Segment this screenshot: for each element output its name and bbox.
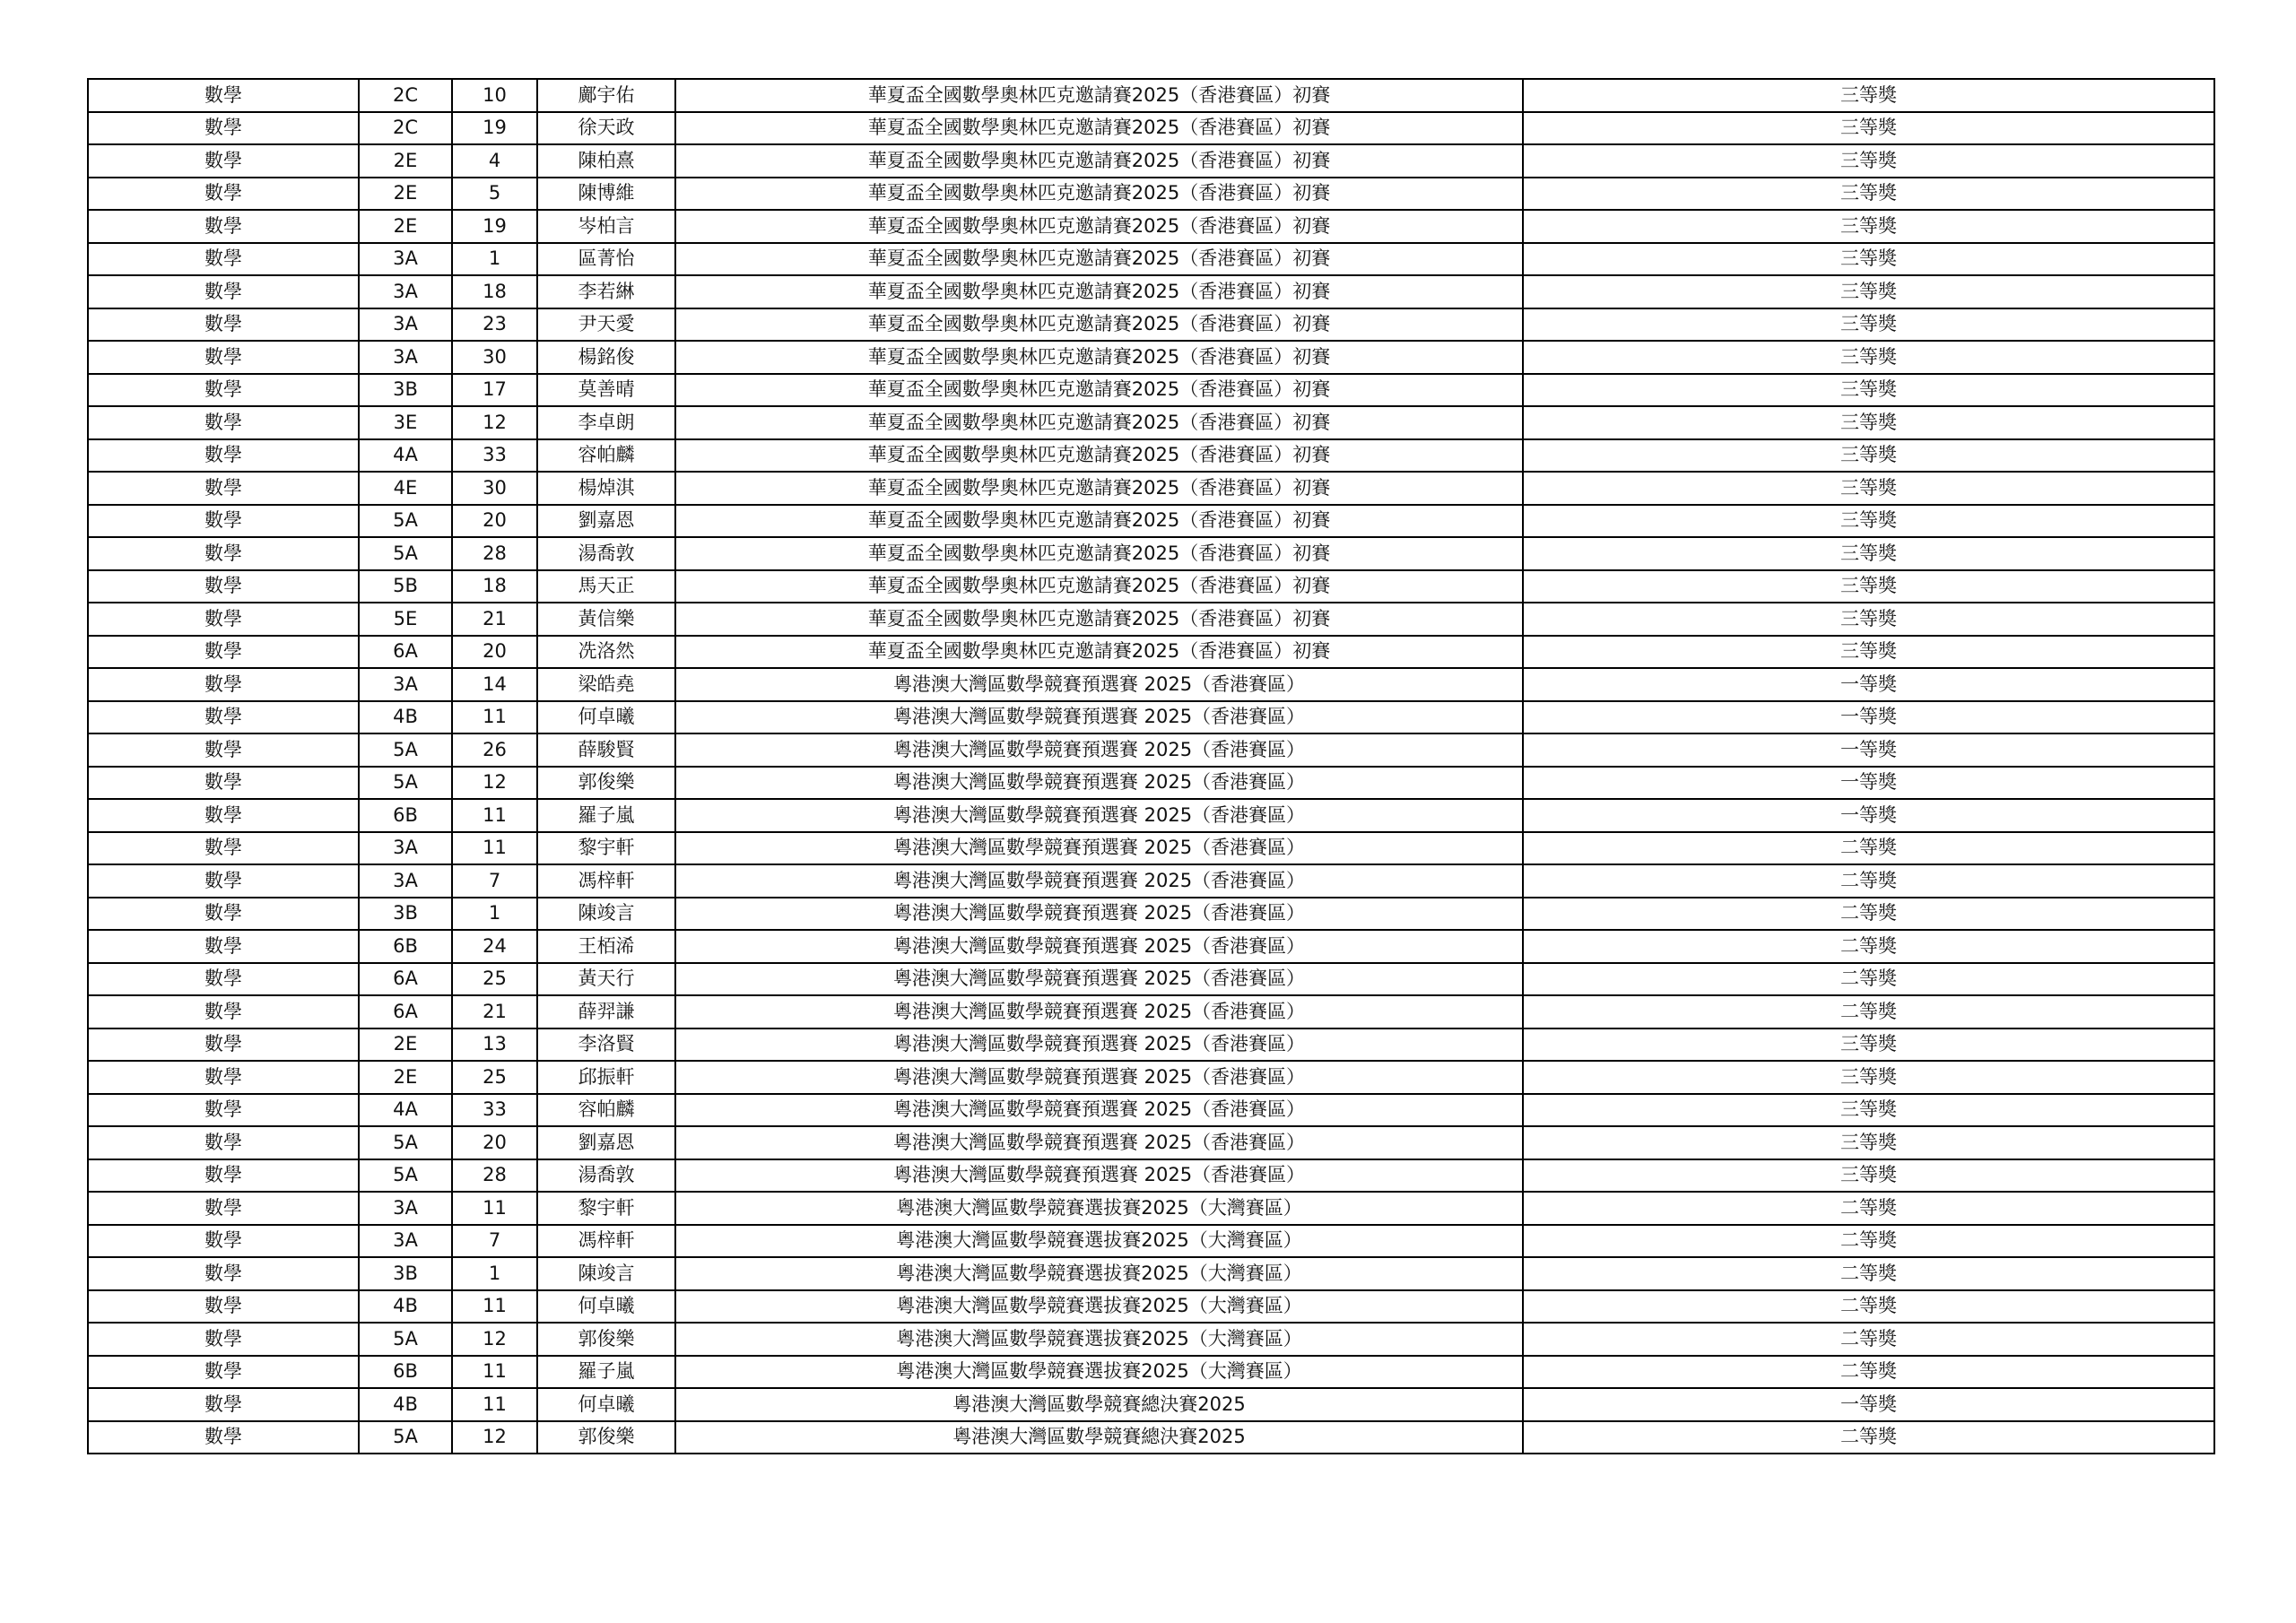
student-name-cell: 區菁怡 xyxy=(537,243,675,276)
student-name-cell: 楊焯淇 xyxy=(537,472,675,505)
class-cell: 5A xyxy=(359,733,452,767)
award-cell: 二等獎 xyxy=(1523,832,2214,865)
student-name-cell: 尹天愛 xyxy=(537,308,675,342)
student-number-cell: 10 xyxy=(452,79,537,112)
student-number-cell: 14 xyxy=(452,668,537,701)
award-cell: 三等獎 xyxy=(1523,1159,2214,1193)
student-number-cell: 4 xyxy=(452,144,537,178)
competition-cell: 粵港澳大灣區數學競賽總決賽2025 xyxy=(675,1388,1523,1421)
table-row xyxy=(88,308,2214,342)
award-cell: 三等獎 xyxy=(1523,1126,2214,1159)
table-row xyxy=(88,505,2214,538)
award-cell: 三等獎 xyxy=(1523,570,2214,603)
table-row xyxy=(88,1257,2214,1290)
table-row xyxy=(88,178,2214,211)
table-row xyxy=(88,1126,2214,1159)
student-name-cell: 羅子嵐 xyxy=(537,799,675,832)
student-number-cell: 30 xyxy=(452,341,537,374)
student-name-cell: 劉嘉恩 xyxy=(537,1126,675,1159)
competition-cell: 粵港澳大灣區數學競賽預選賽 2025（香港賽區） xyxy=(675,668,1523,701)
table-row xyxy=(88,406,2214,439)
student-name-cell: 黃信樂 xyxy=(537,603,675,636)
subject-cell: 數學 xyxy=(88,1323,359,1356)
class-cell: 3A xyxy=(359,341,452,374)
subject-cell: 數學 xyxy=(88,1061,359,1094)
student-name-cell: 黎宇軒 xyxy=(537,1192,675,1225)
subject-cell: 數學 xyxy=(88,1192,359,1225)
student-number-cell: 33 xyxy=(452,1094,537,1127)
class-cell: 2E xyxy=(359,144,452,178)
class-cell: 6A xyxy=(359,995,452,1028)
student-name-cell: 鄺宇佑 xyxy=(537,79,675,112)
competition-cell: 粵港澳大灣區數學競賽預選賽 2025（香港賽區） xyxy=(675,832,1523,865)
subject-cell: 數學 xyxy=(88,472,359,505)
award-cell: 三等獎 xyxy=(1523,112,2214,145)
class-cell: 6A xyxy=(359,636,452,669)
student-name-cell: 邱振軒 xyxy=(537,1061,675,1094)
competition-cell: 華夏盃全國數學奧林匹克邀請賽2025（香港賽區）初賽 xyxy=(675,308,1523,342)
student-number-cell: 30 xyxy=(452,472,537,505)
table-row xyxy=(88,374,2214,407)
student-name-cell: 黎宇軒 xyxy=(537,832,675,865)
student-number-cell: 20 xyxy=(452,505,537,538)
student-number-cell: 19 xyxy=(452,210,537,243)
student-name-cell: 陳竣言 xyxy=(537,898,675,931)
competition-cell: 華夏盃全國數學奧林匹克邀請賽2025（香港賽區）初賽 xyxy=(675,374,1523,407)
student-name-cell: 薛駿賢 xyxy=(537,733,675,767)
award-cell: 三等獎 xyxy=(1523,1094,2214,1127)
table-row xyxy=(88,275,2214,308)
student-name-cell: 馮梓軒 xyxy=(537,864,675,898)
student-name-cell: 湯喬敦 xyxy=(537,1159,675,1193)
student-name-cell: 李若綝 xyxy=(537,275,675,308)
student-number-cell: 28 xyxy=(452,1159,537,1193)
table-row xyxy=(88,341,2214,374)
table-row xyxy=(88,733,2214,767)
award-cell: 一等獎 xyxy=(1523,799,2214,832)
table-row xyxy=(88,472,2214,505)
student-name-cell: 王栢浠 xyxy=(537,930,675,963)
subject-cell: 數學 xyxy=(88,210,359,243)
table-row xyxy=(88,1421,2214,1454)
awards-table xyxy=(87,78,2215,1454)
class-cell: 6B xyxy=(359,1356,452,1389)
subject-cell: 數學 xyxy=(88,1126,359,1159)
subject-cell: 數學 xyxy=(88,341,359,374)
student-name-cell: 馮梓軒 xyxy=(537,1225,675,1258)
student-name-cell: 馬天正 xyxy=(537,570,675,603)
subject-cell: 數學 xyxy=(88,1388,359,1421)
student-name-cell: 莫善晴 xyxy=(537,374,675,407)
competition-cell: 粵港澳大灣區數學競賽選拔賽2025（大灣賽區） xyxy=(675,1323,1523,1356)
competition-cell: 華夏盃全國數學奧林匹克邀請賽2025（香港賽區）初賽 xyxy=(675,570,1523,603)
student-number-cell: 21 xyxy=(452,995,537,1028)
competition-cell: 華夏盃全國數學奧林匹克邀請賽2025（香港賽區）初賽 xyxy=(675,603,1523,636)
student-name-cell: 李洛賢 xyxy=(537,1028,675,1062)
award-cell: 二等獎 xyxy=(1523,1421,2214,1454)
subject-cell: 數學 xyxy=(88,963,359,996)
competition-cell: 粵港澳大灣區數學競賽選拔賽2025（大灣賽區） xyxy=(675,1257,1523,1290)
student-name-cell: 陳竣言 xyxy=(537,1257,675,1290)
table-row xyxy=(88,79,2214,112)
subject-cell: 數學 xyxy=(88,1257,359,1290)
subject-cell: 數學 xyxy=(88,79,359,112)
subject-cell: 數學 xyxy=(88,898,359,931)
award-cell: 二等獎 xyxy=(1523,963,2214,996)
table-row xyxy=(88,112,2214,145)
subject-cell: 數學 xyxy=(88,374,359,407)
subject-cell: 數學 xyxy=(88,799,359,832)
student-name-cell: 何卓曦 xyxy=(537,1388,675,1421)
student-number-cell: 11 xyxy=(452,1192,537,1225)
table-row xyxy=(88,1356,2214,1389)
class-cell: 3A xyxy=(359,275,452,308)
subject-cell: 數學 xyxy=(88,603,359,636)
competition-cell: 粵港澳大灣區數學競賽預選賽 2025（香港賽區） xyxy=(675,1159,1523,1193)
subject-cell: 數學 xyxy=(88,1421,359,1454)
award-cell: 一等獎 xyxy=(1523,668,2214,701)
class-cell: 3A xyxy=(359,1192,452,1225)
class-cell: 2E xyxy=(359,1028,452,1062)
competition-cell: 粵港澳大灣區數學競賽預選賽 2025（香港賽區） xyxy=(675,963,1523,996)
class-cell: 2E xyxy=(359,1061,452,1094)
table-row xyxy=(88,1094,2214,1127)
student-name-cell: 羅子嵐 xyxy=(537,1356,675,1389)
competition-cell: 粵港澳大灣區數學競賽預選賽 2025（香港賽區） xyxy=(675,1028,1523,1062)
class-cell: 3A xyxy=(359,1225,452,1258)
award-cell: 三等獎 xyxy=(1523,178,2214,211)
award-cell: 二等獎 xyxy=(1523,995,2214,1028)
class-cell: 3A xyxy=(359,308,452,342)
table-row xyxy=(88,636,2214,669)
award-cell: 三等獎 xyxy=(1523,406,2214,439)
competition-cell: 粵港澳大灣區數學競賽預選賽 2025（香港賽區） xyxy=(675,995,1523,1028)
student-name-cell: 湯喬敦 xyxy=(537,537,675,570)
subject-cell: 數學 xyxy=(88,144,359,178)
award-cell: 三等獎 xyxy=(1523,374,2214,407)
subject-cell: 數學 xyxy=(88,668,359,701)
class-cell: 5A xyxy=(359,1126,452,1159)
subject-cell: 數學 xyxy=(88,1094,359,1127)
class-cell: 2C xyxy=(359,79,452,112)
student-number-cell: 1 xyxy=(452,1257,537,1290)
student-name-cell: 劉嘉恩 xyxy=(537,505,675,538)
student-name-cell: 冼洛然 xyxy=(537,636,675,669)
competition-cell: 華夏盃全國數學奧林匹克邀請賽2025（香港賽區）初賽 xyxy=(675,636,1523,669)
student-number-cell: 33 xyxy=(452,439,537,473)
table-row xyxy=(88,995,2214,1028)
student-name-cell: 何卓曦 xyxy=(537,1290,675,1324)
class-cell: 4E xyxy=(359,472,452,505)
student-number-cell: 19 xyxy=(452,112,537,145)
student-name-cell: 陳柏熹 xyxy=(537,144,675,178)
class-cell: 6A xyxy=(359,963,452,996)
class-cell: 2C xyxy=(359,112,452,145)
class-cell: 6B xyxy=(359,930,452,963)
subject-cell: 數學 xyxy=(88,406,359,439)
student-name-cell: 容帕麟 xyxy=(537,1094,675,1127)
student-number-cell: 12 xyxy=(452,406,537,439)
table-row xyxy=(88,210,2214,243)
student-name-cell: 容帕麟 xyxy=(537,439,675,473)
award-cell: 二等獎 xyxy=(1523,864,2214,898)
student-number-cell: 11 xyxy=(452,1388,537,1421)
award-cell: 三等獎 xyxy=(1523,1028,2214,1062)
student-number-cell: 7 xyxy=(452,1225,537,1258)
subject-cell: 數學 xyxy=(88,1028,359,1062)
competition-cell: 華夏盃全國數學奧林匹克邀請賽2025（香港賽區）初賽 xyxy=(675,439,1523,473)
award-cell: 二等獎 xyxy=(1523,1356,2214,1389)
class-cell: 5A xyxy=(359,1421,452,1454)
student-name-cell: 李卓朗 xyxy=(537,406,675,439)
subject-cell: 數學 xyxy=(88,767,359,800)
student-number-cell: 12 xyxy=(452,1323,537,1356)
competition-cell: 粵港澳大灣區數學競賽預選賽 2025（香港賽區） xyxy=(675,1126,1523,1159)
table-row xyxy=(88,570,2214,603)
subject-cell: 數學 xyxy=(88,570,359,603)
student-number-cell: 13 xyxy=(452,1028,537,1062)
class-cell: 5A xyxy=(359,1323,452,1356)
competition-cell: 華夏盃全國數學奧林匹克邀請賽2025（香港賽區）初賽 xyxy=(675,144,1523,178)
table-row xyxy=(88,767,2214,800)
student-name-cell: 何卓曦 xyxy=(537,701,675,734)
class-cell: 4A xyxy=(359,1094,452,1127)
table-row xyxy=(88,1192,2214,1225)
table-row xyxy=(88,537,2214,570)
competition-cell: 華夏盃全國數學奧林匹克邀請賽2025（香港賽區）初賽 xyxy=(675,275,1523,308)
student-number-cell: 7 xyxy=(452,864,537,898)
student-number-cell: 17 xyxy=(452,374,537,407)
subject-cell: 數學 xyxy=(88,112,359,145)
award-cell: 三等獎 xyxy=(1523,79,2214,112)
table-row xyxy=(88,930,2214,963)
class-cell: 2E xyxy=(359,178,452,211)
class-cell: 3A xyxy=(359,243,452,276)
class-cell: 2E xyxy=(359,210,452,243)
award-cell: 二等獎 xyxy=(1523,1225,2214,1258)
class-cell: 3A xyxy=(359,864,452,898)
award-cell: 三等獎 xyxy=(1523,603,2214,636)
award-cell: 三等獎 xyxy=(1523,472,2214,505)
table-row xyxy=(88,1061,2214,1094)
class-cell: 5A xyxy=(359,505,452,538)
competition-cell: 華夏盃全國數學奧林匹克邀請賽2025（香港賽區）初賽 xyxy=(675,341,1523,374)
class-cell: 4A xyxy=(359,439,452,473)
subject-cell: 數學 xyxy=(88,308,359,342)
class-cell: 3B xyxy=(359,374,452,407)
competition-cell: 粵港澳大灣區數學競賽預選賽 2025（香港賽區） xyxy=(675,898,1523,931)
award-cell: 一等獎 xyxy=(1523,1388,2214,1421)
student-name-cell: 梁皓堯 xyxy=(537,668,675,701)
competition-cell: 華夏盃全國數學奧林匹克邀請賽2025（香港賽區）初賽 xyxy=(675,178,1523,211)
competition-cell: 粵港澳大灣區數學競賽預選賽 2025（香港賽區） xyxy=(675,733,1523,767)
student-name-cell: 郭俊樂 xyxy=(537,1421,675,1454)
competition-cell: 華夏盃全國數學奧林匹克邀請賽2025（香港賽區）初賽 xyxy=(675,243,1523,276)
subject-cell: 數學 xyxy=(88,178,359,211)
award-cell: 三等獎 xyxy=(1523,341,2214,374)
class-cell: 3B xyxy=(359,1257,452,1290)
award-cell: 三等獎 xyxy=(1523,537,2214,570)
competition-cell: 粵港澳大灣區數學競賽預選賽 2025（香港賽區） xyxy=(675,767,1523,800)
student-number-cell: 26 xyxy=(452,733,537,767)
student-number-cell: 11 xyxy=(452,701,537,734)
competition-cell: 華夏盃全國數學奧林匹克邀請賽2025（香港賽區）初賽 xyxy=(675,210,1523,243)
student-number-cell: 12 xyxy=(452,767,537,800)
table-row xyxy=(88,963,2214,996)
class-cell: 3E xyxy=(359,406,452,439)
student-name-cell: 陳博維 xyxy=(537,178,675,211)
subject-cell: 數學 xyxy=(88,636,359,669)
table-row xyxy=(88,1028,2214,1062)
award-cell: 三等獎 xyxy=(1523,275,2214,308)
student-number-cell: 11 xyxy=(452,832,537,865)
subject-cell: 數學 xyxy=(88,733,359,767)
subject-cell: 數學 xyxy=(88,439,359,473)
class-cell: 6B xyxy=(359,799,452,832)
award-cell: 三等獎 xyxy=(1523,505,2214,538)
student-number-cell: 11 xyxy=(452,1290,537,1324)
award-cell: 一等獎 xyxy=(1523,733,2214,767)
subject-cell: 數學 xyxy=(88,1159,359,1193)
class-cell: 5B xyxy=(359,570,452,603)
competition-cell: 粵港澳大灣區數學競賽預選賽 2025（香港賽區） xyxy=(675,799,1523,832)
award-cell: 三等獎 xyxy=(1523,636,2214,669)
student-number-cell: 12 xyxy=(452,1421,537,1454)
award-cell: 二等獎 xyxy=(1523,930,2214,963)
student-number-cell: 18 xyxy=(452,570,537,603)
table-row xyxy=(88,439,2214,473)
student-number-cell: 1 xyxy=(452,898,537,931)
table-row xyxy=(88,832,2214,865)
award-cell: 三等獎 xyxy=(1523,210,2214,243)
student-name-cell: 郭俊樂 xyxy=(537,1323,675,1356)
competition-cell: 粵港澳大灣區數學競賽選拔賽2025（大灣賽區） xyxy=(675,1356,1523,1389)
student-name-cell: 薛羿謙 xyxy=(537,995,675,1028)
award-cell: 二等獎 xyxy=(1523,1192,2214,1225)
competition-cell: 華夏盃全國數學奧林匹克邀請賽2025（香港賽區）初賽 xyxy=(675,537,1523,570)
class-cell: 4B xyxy=(359,701,452,734)
competition-cell: 粵港澳大灣區數學競賽預選賽 2025（香港賽區） xyxy=(675,1094,1523,1127)
subject-cell: 數學 xyxy=(88,1356,359,1389)
student-number-cell: 25 xyxy=(452,963,537,996)
competition-cell: 粵港澳大灣區數學競賽選拔賽2025（大灣賽區） xyxy=(675,1290,1523,1324)
subject-cell: 數學 xyxy=(88,275,359,308)
award-cell: 一等獎 xyxy=(1523,701,2214,734)
student-number-cell: 20 xyxy=(452,636,537,669)
table-row xyxy=(88,243,2214,276)
subject-cell: 數學 xyxy=(88,1290,359,1324)
table-row xyxy=(88,1323,2214,1356)
student-name-cell: 楊銘俊 xyxy=(537,341,675,374)
student-name-cell: 徐天政 xyxy=(537,112,675,145)
subject-cell: 數學 xyxy=(88,1225,359,1258)
competition-cell: 粵港澳大灣區數學競賽總決賽2025 xyxy=(675,1421,1523,1454)
class-cell: 3A xyxy=(359,668,452,701)
table-row xyxy=(88,701,2214,734)
award-cell: 三等獎 xyxy=(1523,243,2214,276)
student-name-cell: 岑柏言 xyxy=(537,210,675,243)
table-row xyxy=(88,1225,2214,1258)
competition-cell: 粵港澳大灣區數學競賽預選賽 2025（香港賽區） xyxy=(675,864,1523,898)
student-number-cell: 5 xyxy=(452,178,537,211)
award-cell: 三等獎 xyxy=(1523,308,2214,342)
subject-cell: 數學 xyxy=(88,864,359,898)
competition-cell: 粵港澳大灣區數學競賽選拔賽2025（大灣賽區） xyxy=(675,1225,1523,1258)
competition-cell: 粵港澳大灣區數學競賽選拔賽2025（大灣賽區） xyxy=(675,1192,1523,1225)
table-row xyxy=(88,603,2214,636)
student-number-cell: 1 xyxy=(452,243,537,276)
table-row xyxy=(88,1159,2214,1193)
competition-cell: 粵港澳大灣區數學競賽預選賽 2025（香港賽區） xyxy=(675,701,1523,734)
class-cell: 4B xyxy=(359,1388,452,1421)
competition-cell: 華夏盃全國數學奧林匹克邀請賽2025（香港賽區）初賽 xyxy=(675,472,1523,505)
student-number-cell: 18 xyxy=(452,275,537,308)
table-row xyxy=(88,1388,2214,1421)
student-number-cell: 11 xyxy=(452,1356,537,1389)
class-cell: 5A xyxy=(359,767,452,800)
competition-cell: 華夏盃全國數學奧林匹克邀請賽2025（香港賽區）初賽 xyxy=(675,112,1523,145)
award-cell: 二等獎 xyxy=(1523,898,2214,931)
student-number-cell: 20 xyxy=(452,1126,537,1159)
subject-cell: 數學 xyxy=(88,701,359,734)
table-row xyxy=(88,864,2214,898)
student-number-cell: 24 xyxy=(452,930,537,963)
award-cell: 二等獎 xyxy=(1523,1257,2214,1290)
award-cell: 三等獎 xyxy=(1523,439,2214,473)
subject-cell: 數學 xyxy=(88,505,359,538)
subject-cell: 數學 xyxy=(88,537,359,570)
table-row xyxy=(88,799,2214,832)
class-cell: 3B xyxy=(359,898,452,931)
class-cell: 5A xyxy=(359,1159,452,1193)
table-row xyxy=(88,1290,2214,1324)
subject-cell: 數學 xyxy=(88,930,359,963)
student-number-cell: 21 xyxy=(452,603,537,636)
competition-cell: 華夏盃全國數學奧林匹克邀請賽2025（香港賽區）初賽 xyxy=(675,406,1523,439)
class-cell: 5E xyxy=(359,603,452,636)
student-number-cell: 28 xyxy=(452,537,537,570)
award-cell: 一等獎 xyxy=(1523,767,2214,800)
award-cell: 二等獎 xyxy=(1523,1290,2214,1324)
table-row xyxy=(88,144,2214,178)
competition-cell: 華夏盃全國數學奧林匹克邀請賽2025（香港賽區）初賽 xyxy=(675,79,1523,112)
class-cell: 4B xyxy=(359,1290,452,1324)
award-cell: 三等獎 xyxy=(1523,1061,2214,1094)
competition-cell: 華夏盃全國數學奧林匹克邀請賽2025（香港賽區）初賽 xyxy=(675,505,1523,538)
student-number-cell: 25 xyxy=(452,1061,537,1094)
student-name-cell: 黃天行 xyxy=(537,963,675,996)
class-cell: 3A xyxy=(359,832,452,865)
class-cell: 5A xyxy=(359,537,452,570)
awards-table-body xyxy=(88,79,2214,1454)
student-number-cell: 11 xyxy=(452,799,537,832)
table-row xyxy=(88,668,2214,701)
subject-cell: 數學 xyxy=(88,995,359,1028)
competition-cell: 粵港澳大灣區數學競賽預選賽 2025（香港賽區） xyxy=(675,930,1523,963)
award-cell: 二等獎 xyxy=(1523,1323,2214,1356)
subject-cell: 數學 xyxy=(88,243,359,276)
award-cell: 三等獎 xyxy=(1523,144,2214,178)
subject-cell: 數學 xyxy=(88,832,359,865)
table-row xyxy=(88,898,2214,931)
student-number-cell: 23 xyxy=(452,308,537,342)
student-name-cell: 郭俊樂 xyxy=(537,767,675,800)
competition-cell: 粵港澳大灣區數學競賽預選賽 2025（香港賽區） xyxy=(675,1061,1523,1094)
